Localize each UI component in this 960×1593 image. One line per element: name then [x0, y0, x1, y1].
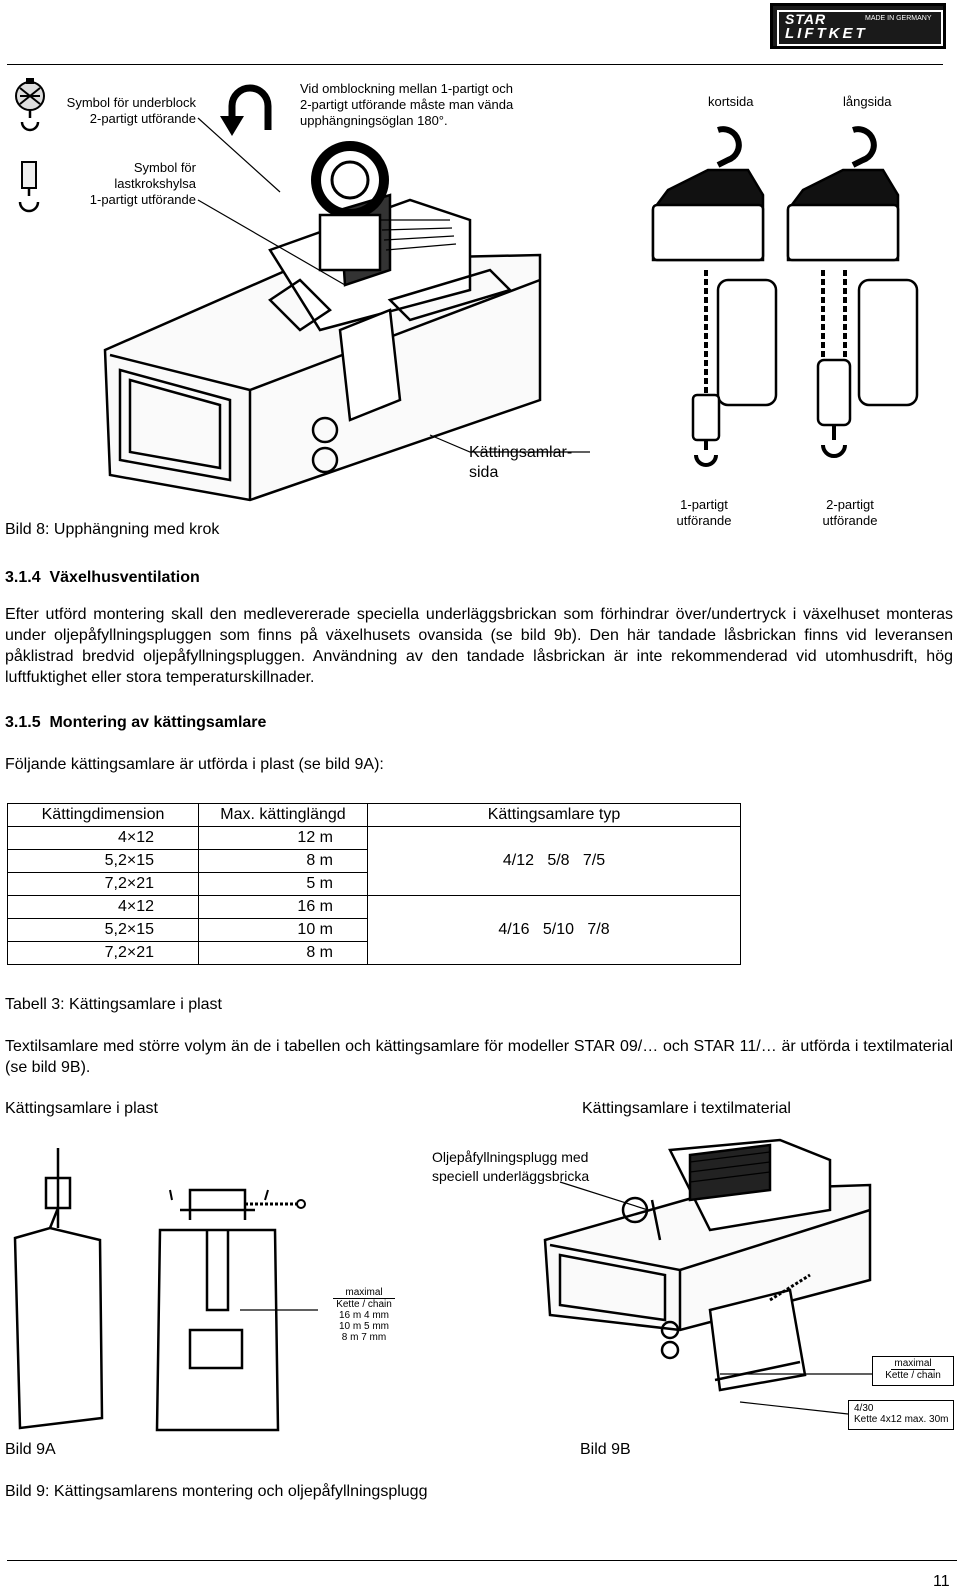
logo-brand-top: STAR	[785, 11, 827, 27]
underblock-symbol-label: Symbol för underblock 2-partigt utförande	[66, 95, 196, 126]
label-b-leader	[720, 1368, 872, 1380]
label-c-box	[848, 1400, 954, 1430]
hoist-one-fall-icon	[648, 110, 778, 480]
chain-collector-table	[7, 803, 741, 965]
label-b-line: maximal	[891, 1358, 935, 1370]
table-cell-len: 10 m	[199, 919, 368, 942]
ventilation-paragraph: Efter utförd montering skall den medlevererade speciella underläggsbrickan som förhindrar över/undertryck i växelhuset monteras under oljepåfyllningspluggen som finns på växelhusets ovansida (se bild 9b). Den här tandade låsbrickan finns vid leveransen påklistrad bredvid oljepåfyllningspluggen. Användning av den tandade låsbrickan är inte rekommenderad vid utomhusdrift, hög luftfuktighet eller stora temperaturskillnader.	[5, 606, 953, 686]
hook-symbol-label: Symbol för lastkrokshylsa 1-partigt utförande	[89, 160, 196, 207]
table-row	[8, 827, 741, 850]
table-header: Kättingdimension	[8, 804, 199, 827]
pin-icon	[245, 1198, 305, 1210]
label-a-line: Kette / chain	[336, 1299, 392, 1310]
table-header: Max. kättinglängd	[199, 804, 368, 827]
footer-rule	[7, 1560, 957, 1561]
oil-plug-label: Oljepåfyllningsplugg med speciell underläggsbricka	[432, 1149, 590, 1184]
label-c-leader	[740, 1400, 850, 1420]
heading-3-1-5: 3.1.5 Montering av kättingsamlare	[5, 714, 267, 731]
label-a-line: maximal	[333, 1287, 395, 1299]
table-caption: Tabell 3: Kättingsamlare i plast	[5, 996, 222, 1013]
table-header-row	[8, 804, 741, 827]
label-c-line: 4/30	[854, 1403, 874, 1414]
label-a-line: 16 m 4 mm	[338, 1310, 389, 1321]
table-cell-dim: 4×12	[8, 827, 199, 850]
table-header: Kättingsamlare typ	[368, 804, 741, 827]
table-cell-len: 8 m	[199, 942, 368, 965]
plastic-intro: Följande kättingsamlare är utförda i plast (se bild 9A):	[5, 756, 384, 773]
logo-made-in: MADE IN GERMANY	[865, 15, 932, 22]
hoist-two-fall-icon	[783, 110, 933, 480]
label-a-box	[319, 1287, 409, 1345]
chain-side-label: Kättingsamlar- sida	[469, 444, 573, 481]
label-a-line: 8 m 7 mm	[341, 1332, 387, 1343]
table-cell-len: 16 m	[199, 896, 368, 919]
table-cell-len: 8 m	[199, 850, 368, 873]
two-fall-label: 2-partigt utförande	[822, 497, 878, 528]
label-b-line: Kette / chain	[885, 1370, 941, 1381]
table-cell-dim: 5,2×15	[8, 850, 199, 873]
reversal-note: Vid omblockning mellan 1-partigt och 2-partigt utförande måste man vända upphängningsöglan 180°.	[300, 81, 514, 128]
one-fall-label: 1-partigt utförande	[676, 497, 732, 528]
table-cell-len: 12 m	[199, 827, 368, 850]
label-a-leader	[240, 1300, 320, 1320]
heading-3-1-4: 3.1.4 Växelhusventilation	[5, 569, 200, 586]
table-cell-dim: 4×12	[8, 896, 199, 919]
table-row	[8, 896, 741, 919]
langsida-label: långsida	[843, 94, 892, 109]
table-cell-dim: 7,2×21	[8, 942, 199, 965]
table-cell-len: 5 m	[199, 873, 368, 896]
kortsida-label: kortsida	[708, 94, 754, 109]
label-b-box	[872, 1356, 954, 1386]
textile-collector-label: Kättingsamlare i textilmaterial	[582, 1100, 791, 1117]
fig9-caption: Bild 9: Kättingsamlarens montering och oljepåfyllningsplugg	[5, 1483, 428, 1500]
plastic-collector-label: Kättingsamlare i plast	[5, 1100, 158, 1117]
plastic-collector-side-drawing	[10, 1148, 110, 1438]
table-cell-type: 4/12 5/8 7/5	[368, 827, 741, 896]
logo-brand-bottom: LIFTKET	[785, 25, 868, 42]
table-cell-dim: 7,2×21	[8, 873, 199, 896]
bild-9b-label: Bild 9B	[580, 1441, 631, 1458]
bild-9a-label: Bild 9A	[5, 1441, 56, 1458]
table-cell-dim: 5,2×15	[8, 919, 199, 942]
label-c-line: Kette 4x12 max. 30m	[854, 1414, 949, 1425]
table-cell-type: 4/16 5/10 7/8	[368, 896, 741, 965]
label-a-line: 10 m 5 mm	[338, 1321, 389, 1332]
textile-paragraph: Textilsamlare med större volym än de i tabellen och kättingsamlare för modeller STAR 09/… och STAR 11/… är utförda i textilmaterial (se bild 9B).	[5, 1038, 953, 1076]
fig8-caption: Bild 8: Upphängning med krok	[5, 521, 220, 538]
page-number: 11	[933, 1573, 950, 1590]
